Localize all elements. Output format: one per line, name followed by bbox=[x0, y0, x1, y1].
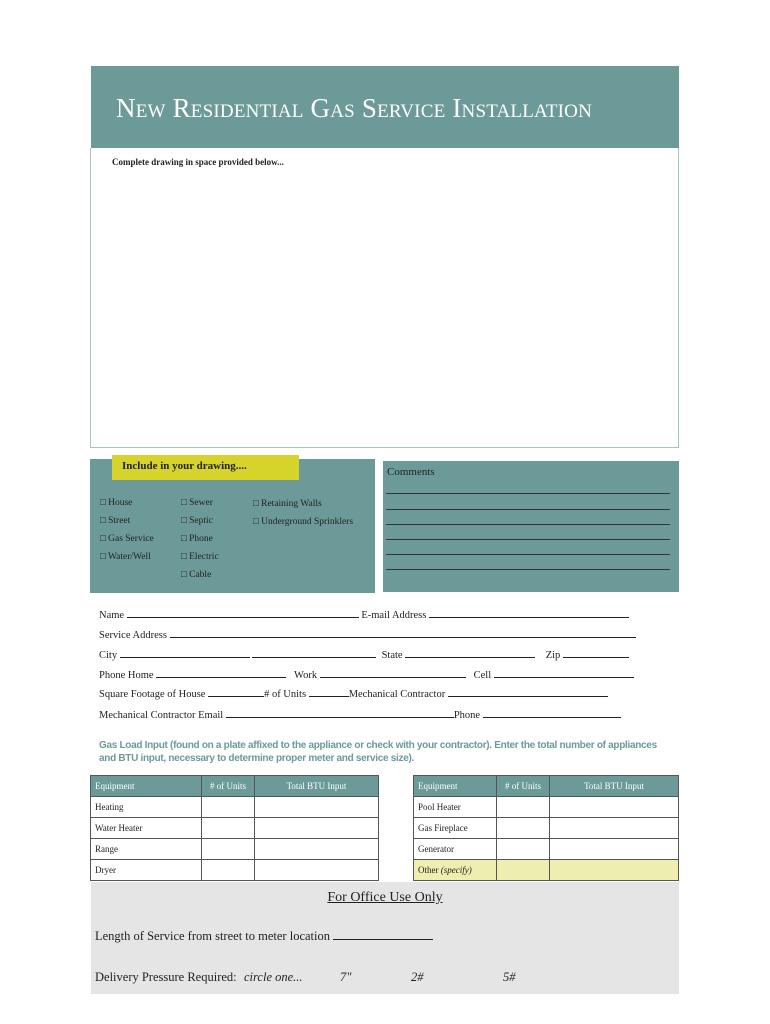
phone-label: Phone bbox=[453, 710, 481, 721]
mech-email-field[interactable] bbox=[226, 708, 454, 718]
name-row bbox=[99, 608, 629, 621]
equipment-label: Pool Heater bbox=[414, 797, 497, 818]
checkbox-label: Underground Sprinklers bbox=[261, 517, 354, 527]
comment-line[interactable] bbox=[386, 554, 670, 555]
btu-cell[interactable] bbox=[255, 818, 379, 839]
drawing-hint: Complete drawing in space provided below... bbox=[112, 157, 284, 167]
other-label: Other bbox=[418, 865, 439, 875]
table-row bbox=[91, 860, 379, 881]
checkbox-phone[interactable]: □ Phone bbox=[181, 534, 213, 544]
table-row bbox=[414, 839, 679, 860]
units-label: # of Units bbox=[264, 689, 307, 700]
comment-line[interactable] bbox=[386, 509, 670, 510]
checkbox-underground-sprinklers[interactable]: □ Underground Sprinklers bbox=[253, 517, 354, 527]
checkbox-street[interactable]: □ Street bbox=[100, 516, 131, 526]
name-label: Name bbox=[99, 610, 125, 621]
btu-cell[interactable] bbox=[550, 797, 679, 818]
gas-load-note: Gas Load Input (found on a plate affixed to the appliance or check with your contractor). Enter the total number of appliances and BTU input, necessary to determine proper meter and service size). bbox=[99, 740, 657, 764]
pressure-option-2[interactable]: 2# bbox=[411, 970, 424, 984]
include-label: Include in your drawing.... bbox=[122, 460, 247, 472]
pressure-option-5[interactable]: 5# bbox=[503, 970, 516, 984]
btu-cell[interactable] bbox=[255, 839, 379, 860]
service-address-row bbox=[99, 628, 636, 641]
checkbox-cable[interactable]: □ Cable bbox=[181, 570, 212, 580]
other-specify: (specify) bbox=[440, 865, 472, 875]
header-equipment: Equipment bbox=[414, 776, 497, 797]
units-cell[interactable] bbox=[497, 818, 550, 839]
checkbox-label: Water/Well bbox=[107, 552, 151, 562]
units-cell[interactable] bbox=[202, 797, 255, 818]
equipment-label: Generator bbox=[414, 839, 497, 860]
units-cell[interactable] bbox=[202, 818, 255, 839]
comments-label: Comments bbox=[387, 466, 435, 478]
zip-label: Zip bbox=[545, 650, 561, 661]
comment-line[interactable] bbox=[386, 493, 670, 494]
checkbox-label: Sewer bbox=[189, 498, 213, 508]
checkbox-label: Electric bbox=[189, 552, 219, 562]
units-cell[interactable] bbox=[497, 860, 550, 881]
btu-cell[interactable] bbox=[550, 860, 679, 881]
checkbox-septic[interactable]: □ Septic bbox=[181, 516, 213, 526]
comment-line[interactable] bbox=[386, 539, 670, 540]
header-btu: Total BTU Input bbox=[255, 776, 379, 797]
table-row bbox=[414, 860, 679, 881]
checkbox-label: House bbox=[108, 498, 133, 508]
sqft-label: Square Footage of House bbox=[99, 689, 206, 700]
circle-one-hint: circle one... bbox=[244, 970, 303, 984]
checkbox-retaining-walls[interactable]: □ Retaining Walls bbox=[253, 499, 322, 509]
city-row bbox=[99, 648, 629, 661]
comment-line[interactable] bbox=[386, 569, 670, 570]
mech-email-label: Mechanical Contractor Email bbox=[99, 710, 224, 721]
equipment-label: Dryer bbox=[91, 860, 202, 881]
state-field[interactable] bbox=[405, 648, 535, 658]
email-label: E-mail Address bbox=[361, 610, 427, 621]
pressure-label: Delivery Pressure Required: bbox=[95, 970, 237, 984]
cell-field[interactable] bbox=[494, 668, 634, 678]
length-label: Length of Service from street to meter location bbox=[95, 929, 330, 943]
comments-panel bbox=[383, 461, 679, 592]
phone-field[interactable] bbox=[483, 708, 621, 718]
units-cell[interactable] bbox=[497, 839, 550, 860]
table-row bbox=[91, 839, 379, 860]
units-cell[interactable] bbox=[497, 797, 550, 818]
length-field[interactable] bbox=[333, 928, 433, 940]
checkbox-sewer[interactable]: □ Sewer bbox=[181, 498, 213, 508]
checkbox-label: Septic bbox=[189, 516, 213, 526]
work-label: Work bbox=[294, 670, 318, 681]
office-use-title: For Office Use Only bbox=[327, 890, 443, 905]
equipment-label-other bbox=[414, 860, 497, 881]
cell-label: Cell bbox=[473, 670, 492, 681]
equipment-table-right bbox=[413, 775, 679, 881]
work-field[interactable] bbox=[320, 668, 466, 678]
checkbox-gas-service[interactable]: □ Gas Service bbox=[100, 534, 154, 544]
phone-row bbox=[99, 668, 634, 681]
equipment-label: Range bbox=[91, 839, 202, 860]
equipment-table-left bbox=[90, 775, 379, 881]
checkbox-water-well[interactable]: □ Water/Well bbox=[100, 552, 151, 562]
header-btu: Total BTU Input bbox=[550, 776, 679, 797]
sqft-row bbox=[99, 687, 608, 700]
table-row bbox=[91, 797, 379, 818]
header-units: # of Units bbox=[202, 776, 255, 797]
btu-cell[interactable] bbox=[550, 818, 679, 839]
drawing-area[interactable] bbox=[90, 148, 679, 448]
city-field-2[interactable] bbox=[252, 648, 376, 658]
phone-home-label: Phone Home bbox=[99, 670, 154, 681]
comment-line[interactable] bbox=[386, 524, 670, 525]
btu-cell[interactable] bbox=[255, 860, 379, 881]
checkbox-label: Gas Service bbox=[108, 534, 154, 544]
header-units: # of Units bbox=[497, 776, 550, 797]
units-cell[interactable] bbox=[202, 839, 255, 860]
units-field[interactable] bbox=[309, 687, 349, 697]
email-field[interactable] bbox=[429, 608, 629, 618]
sqft-field[interactable] bbox=[208, 687, 264, 697]
table-row bbox=[414, 797, 679, 818]
equipment-label: Water Heater bbox=[91, 818, 202, 839]
city-label: City bbox=[99, 650, 118, 661]
checkbox-label: Retaining Walls bbox=[261, 499, 322, 509]
checkbox-label: Street bbox=[108, 516, 131, 526]
zip-field[interactable] bbox=[563, 648, 629, 658]
units-cell[interactable] bbox=[202, 860, 255, 881]
checkbox-electric[interactable]: □ Electric bbox=[181, 552, 219, 562]
mech-email-row bbox=[99, 708, 621, 721]
checkbox-label: Phone bbox=[189, 534, 213, 544]
btu-cell[interactable] bbox=[550, 839, 679, 860]
mech-contractor-label: Mechanical Contractor bbox=[348, 689, 446, 700]
phone-home-field[interactable] bbox=[156, 668, 286, 678]
service-address-label: Service Address bbox=[99, 630, 167, 641]
equipment-label: Heating bbox=[91, 797, 202, 818]
btu-cell[interactable] bbox=[255, 797, 379, 818]
service-address-field[interactable] bbox=[170, 628, 636, 638]
equipment-label: Gas Fireplace bbox=[414, 818, 497, 839]
name-field[interactable] bbox=[127, 608, 359, 618]
length-row bbox=[95, 928, 433, 944]
table-row bbox=[91, 818, 379, 839]
city-field[interactable] bbox=[120, 648, 250, 658]
checkbox-house[interactable]: □ House bbox=[100, 498, 133, 508]
mech-contractor-field[interactable] bbox=[448, 687, 608, 697]
header-equipment: Equipment bbox=[91, 776, 202, 797]
page-title: New Residential Gas Service Installation bbox=[116, 93, 593, 123]
state-label: State bbox=[381, 650, 403, 661]
checkbox-label: Cable bbox=[189, 570, 212, 580]
pressure-option-7[interactable]: 7" bbox=[340, 970, 352, 984]
table-row bbox=[414, 818, 679, 839]
